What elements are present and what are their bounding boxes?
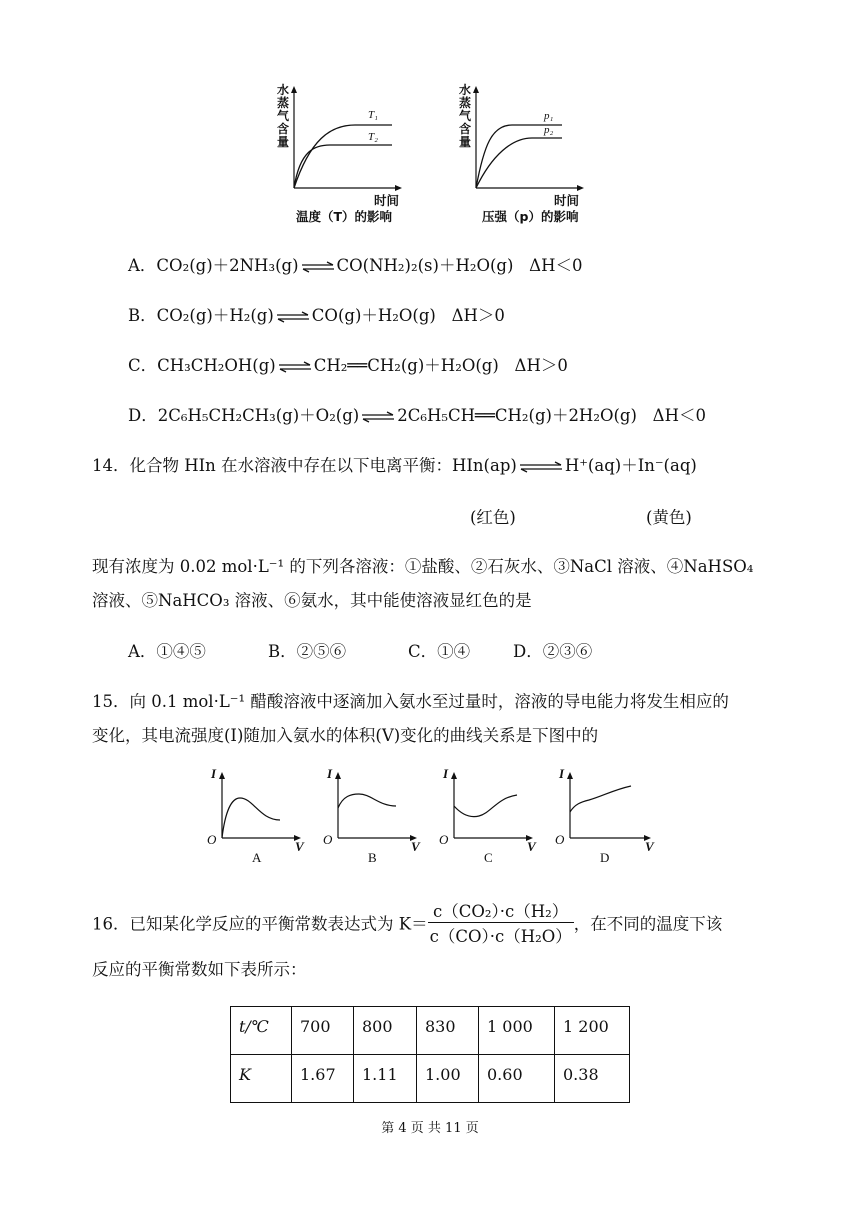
q15-graph-c [437,768,547,868]
page-footer: 第 4 页 共 11 页 [381,1121,479,1136]
table-cell: 0.38 [555,1055,630,1103]
q14-option-b: B．②⑤⑥ [268,642,347,661]
graph-c-xlabel: V [527,839,536,854]
graph-b-caption: B [368,850,377,865]
q13-option-a: A．CO₂(g)＋2NH₃(g) CO(NH₂)₂(s)＋H₂O(g) ΔH＜0 [128,256,583,275]
table-cell: 1 200 [555,1007,630,1055]
equilibrium-arrow-icon [276,311,310,323]
q14-body-line1: 现有浓度为 0.02 mol·L⁻¹ 的下列各溶液：①盐酸、②石灰水、③NaCl 溶液、④NaHSO₄ [92,557,754,576]
table-cell: 1 000 [479,1007,555,1055]
graph-a-origin: O [207,832,217,847]
graph-a-plot [205,768,315,848]
q13-option-b: B．CO₂(g)＋H₂(g) CO(g)＋H₂O(g) ΔH＞0 [128,306,505,325]
q15-graph-d [553,768,665,868]
q13-graph-pressure [452,80,592,230]
graph-d-caption: D [600,850,610,865]
graph2-ylabel: 水 蒸 气 含 量 [458,83,471,149]
graph-b-origin: O [323,832,333,847]
graph2-curve1-label: p₁ [544,110,554,122]
equilibrium-arrow-icon [301,261,335,273]
graph-c-ylabel: I [443,766,449,781]
table-cell: 1.67 [292,1055,354,1103]
q15-graph-a [205,768,315,868]
q13-option-c: C．CH₃CH₂OH(g) CH₂══CH₂(g)＋H₂O(g) ΔH＞0 [128,356,568,375]
table-row [231,1055,630,1103]
table-cell: 1.11 [354,1055,417,1103]
table-cell: 0.60 [479,1055,555,1103]
graph-b-plot [321,768,431,848]
graph-c-caption: C [484,850,493,865]
graph1-xlabel: 时间 [374,193,400,208]
fraction-denominator: c（CO）·c（H₂O） [429,927,572,946]
graph-d-plot [553,768,665,848]
graph-b-ylabel: I [327,766,333,781]
q14-color-yellow: (黄色) [646,508,692,527]
graph-d-ylabel: I [559,766,565,781]
table-cell: 830 [417,1007,479,1055]
table-cell: K [231,1055,292,1103]
equilibrium-constant-fraction [428,898,574,947]
q15-line1: 15．向 0.1 mol·L⁻¹ 醋酸溶液中逐滴加入氨水至过量时，溶液的导电能力将发生相应的 [92,692,729,711]
table-cell: 800 [354,1007,417,1055]
table-cell: t/℃ [231,1007,292,1055]
q15-line2: 变化，其电流强度(I)随加入氨水的体积(V)变化的曲线关系是下图中的 [92,726,599,745]
fraction-numerator: c（CO₂）·c（H₂） [428,898,574,923]
graph1-caption: 温度（T）的影响 [296,209,393,224]
q14-option-d: D．②③⑥ [513,642,593,661]
q14-stem: 14．化合物 HIn 在水溶液中存在以下电离平衡：HIn(ap) H⁺(aq)＋In⁻(aq) [92,456,697,475]
graph-c-origin: O [439,832,449,847]
graph2-curve2-label: p₂ [544,124,554,136]
graph1-curve1-label: T₁ [368,109,378,121]
equilibrium-arrow-icon [519,461,563,473]
table-cell: 1.00 [417,1055,479,1103]
q16-stem: 16．已知某化学反应的平衡常数表达式为 K＝ $\frac{\text{c（CO₂）·c（H₂）}}{\text{c（CO）·c（H₂O）}}$ ，在不同的温度下该 [92,898,722,947]
graph1-curve2-label: T₂ [368,131,378,143]
graph2-xlabel: 时间 [554,193,580,208]
q14-body-line2: 溶液、⑤NaHCO₃ 溶液、⑥氨水，其中能使溶液显红色的是 [92,591,532,610]
graph-a-xlabel: V [295,839,304,854]
table-cell: 700 [292,1007,354,1055]
q13-graph-temperature [270,80,410,230]
q15-graphs [205,768,665,868]
q16-line2: 反应的平衡常数如下表所示： [92,960,307,979]
q14-option-c: C．①④ [408,642,471,661]
graph2-caption: 压强（p）的影响 [482,209,579,224]
equilibrium-arrow-icon [278,361,312,373]
graph-a-caption: A [252,850,262,865]
q13-option-d: D．2C₆H₅CH₂CH₃(g)＋O₂(g) 2C₆H₅CH══CH₂(g)＋2H₂O(g) ΔH＜0 [128,406,706,425]
graph-d-origin: O [555,832,565,847]
q14-color-red: (红色) [470,508,516,527]
graph-b-xlabel: V [411,839,420,854]
table-row [231,1007,630,1055]
graph-d-xlabel: V [645,839,654,854]
q15-graph-b [321,768,431,868]
graph1-ylabel: 水 蒸 气 含 量 [276,83,289,149]
graph-c-plot [437,768,547,848]
graph-a-ylabel: I [211,766,217,781]
equilibrium-arrow-icon [361,411,395,423]
equilibrium-constant-table [230,1006,630,1103]
q14-option-a: A．①④⑤ [128,642,206,661]
